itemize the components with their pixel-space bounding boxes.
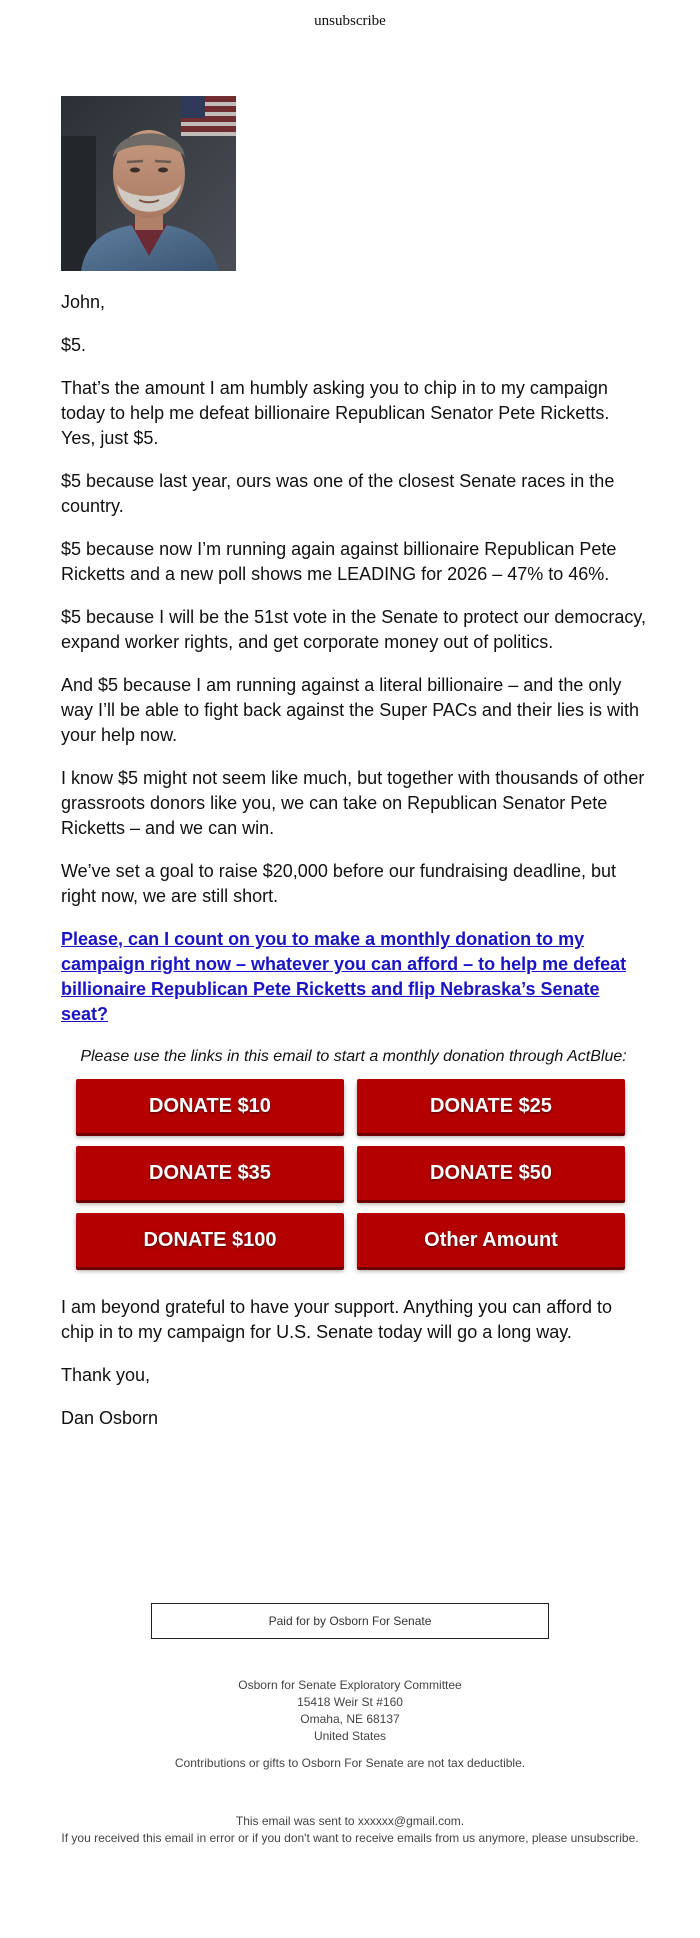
footer-unsubscribe-note[interactable]: If you received this email in error or if you don't want to receive emails from us anymore, please unsubscribe. <box>61 1831 639 1845</box>
address-line: United States <box>313 1729 387 1743</box>
address-line: Osborn for Senate Exploratory Committee <box>238 1678 462 1692</box>
greeting: John, <box>61 292 106 312</box>
portrait-photo-icon <box>61 96 236 271</box>
donate-100-button[interactable]: DONATE $100 <box>76 1213 344 1267</box>
signoff: Thank you, <box>61 1365 151 1385</box>
sent-info <box>0 1813 700 1847</box>
donate-other-amount-button[interactable]: Other Amount <box>357 1213 625 1267</box>
body-paragraph: That’s the amount I am humbly asking you to chip in to my campaign today to help me defeat billionaire Republican Senator Pete Ricketts. Yes, just $5. <box>61 378 610 448</box>
closing-paragraph: I am beyond grateful to have your support. Anything you can afford to chip in to my campaign for U.S. Senate today will go a long way. <box>61 1297 613 1342</box>
address-line: Omaha, NE 68137 <box>300 1712 400 1726</box>
signature: Dan Osborn <box>61 1408 159 1428</box>
donate-50-button[interactable]: DONATE $50 <box>357 1146 625 1200</box>
body-paragraph: I know $5 might not seem like much, but together with thousands of other grassroots donors like you, we can take on Republican Senator Pete Ricketts – and we can win. <box>61 768 645 838</box>
monthly-donation-link[interactable]: Please, can I count on you to make a monthly donation to my campaign right now – whatever you can afford – to help me defeat billionaire Republican Pete Ricketts and flip Nebraska’s Senate seat? <box>61 929 627 1024</box>
body-paragraph: $5 because now I’m running again against billionaire Republican Pete Ricketts and a new poll shows me LEADING for 2026 – 47% to 46%. <box>61 539 617 584</box>
body-paragraph: $5 because I will be the 51st vote in the Senate to protect our democracy, expand worker rights, and get corporate money out of politics. <box>61 607 647 652</box>
unsubscribe-link[interactable]: unsubscribe <box>314 13 386 29</box>
tax-deductible-note: Contributions or gifts to Osborn For Senate are not tax deductible. <box>174 1756 526 1770</box>
body-paragraph: $5 because last year, ours was one of the closest Senate races in the country. <box>61 471 615 516</box>
cta-paragraph <box>61 927 646 1027</box>
body-paragraph: And $5 because I am running against a literal billionaire – and the only way I’ll be able to fight back against the Super PACs and their lies is with your help now. <box>61 675 639 745</box>
amount-line: $5. <box>61 335 87 355</box>
donate-25-button[interactable]: DONATE $25 <box>357 1079 625 1133</box>
actblue-note: Please use the links in this email to start a monthly donation through ActBlue: <box>80 1048 627 1065</box>
body-paragraph: We’ve set a goal to raise $20,000 before our fundraising deadline, but right now, we are still short. <box>61 861 617 906</box>
sent-to-line: This email was sent to xxxxxx@gmail.com. <box>235 1814 465 1828</box>
address-line: 15418 Weir St #160 <box>297 1695 403 1709</box>
paid-for-disclaimer: Paid for by Osborn For Senate <box>151 1603 549 1639</box>
email-body <box>61 290 646 1449</box>
mailing-address <box>0 1677 700 1745</box>
donate-10-button[interactable]: DONATE $10 <box>76 1079 344 1133</box>
donate-35-button[interactable]: DONATE $35 <box>76 1146 344 1200</box>
donate-button-grid <box>76 1079 646 1267</box>
